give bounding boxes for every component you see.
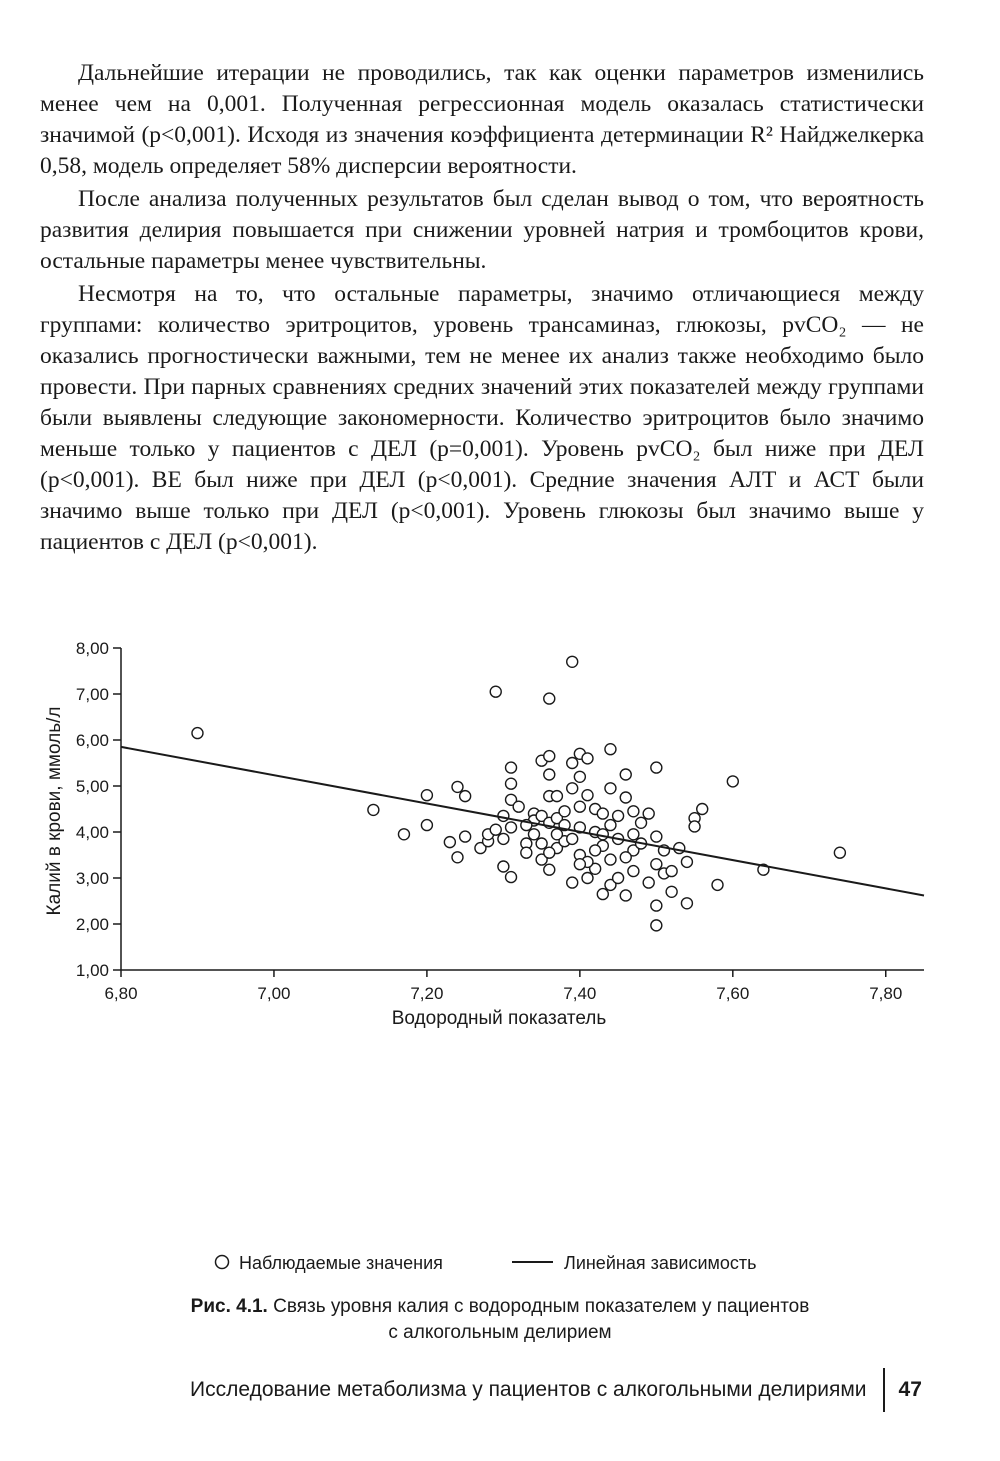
data-point	[574, 859, 585, 870]
data-point	[574, 801, 585, 812]
data-point	[452, 781, 463, 792]
y-tick-label: 3,00	[75, 869, 109, 888]
data-point	[689, 821, 700, 832]
y-tick-label: 1,00	[75, 961, 109, 980]
y-tick-label: 8,00	[75, 639, 109, 658]
data-point	[506, 872, 517, 883]
data-point	[597, 889, 608, 900]
data-point	[544, 864, 555, 875]
data-point	[620, 890, 631, 901]
x-axis-label: Водородный показатель	[391, 1008, 607, 1029]
data-point	[574, 771, 585, 782]
scatter-chart	[0, 636, 1000, 1286]
data-point	[605, 744, 616, 755]
data-point	[605, 783, 616, 794]
data-point	[551, 791, 562, 802]
data-point	[567, 833, 578, 844]
legend-observed-marker	[216, 1256, 229, 1269]
data-point	[398, 829, 409, 840]
y-ticks	[76, 639, 121, 980]
running-footer	[190, 1370, 922, 1410]
y-tick-label: 4,00	[75, 823, 109, 842]
data-point	[666, 886, 677, 897]
data-point	[544, 769, 555, 780]
data-point	[506, 762, 517, 773]
data-point	[460, 831, 471, 842]
data-point	[651, 831, 662, 842]
data-point	[368, 804, 379, 815]
data-point	[559, 806, 570, 817]
data-point	[498, 810, 509, 821]
y-tick-label: 6,00	[75, 731, 109, 750]
data-point	[636, 817, 647, 828]
data-point	[582, 873, 593, 884]
data-point	[513, 801, 524, 812]
data-point	[674, 843, 685, 854]
y-tick-label: 5,00	[75, 777, 109, 796]
data-point	[605, 820, 616, 831]
data-point	[643, 877, 654, 888]
data-point	[613, 873, 624, 884]
data-point	[651, 859, 662, 870]
data-point	[834, 847, 845, 858]
x-tick-label: 7,60	[716, 984, 750, 1003]
page-number: 47	[898, 1378, 922, 1401]
data-point	[681, 898, 692, 909]
data-point	[460, 791, 471, 802]
data-point	[620, 769, 631, 780]
caption-line-1: Связь уровня калия с водородным показателем у пациентов	[273, 1296, 810, 1317]
data-point	[544, 751, 555, 762]
footer-divider	[883, 1368, 885, 1412]
body-text	[40, 58, 924, 560]
data-point	[567, 877, 578, 888]
data-point	[567, 656, 578, 667]
data-point	[651, 900, 662, 911]
data-point	[192, 728, 203, 739]
data-point	[590, 845, 601, 856]
data-point	[643, 808, 654, 819]
x-tick-label: 6,80	[104, 984, 138, 1003]
data-point	[582, 790, 593, 801]
data-point	[506, 822, 517, 833]
running-title: Исследование метаболизма у пациентов с алкогольными делириями	[190, 1378, 867, 1401]
data-point	[613, 810, 624, 821]
data-point	[597, 808, 608, 819]
legend-fit-label: Линейная зависимость	[564, 1253, 757, 1273]
legend-observed-label: Наблюдаемые значения	[239, 1253, 443, 1273]
data-point	[681, 856, 692, 867]
data-point	[506, 778, 517, 789]
x-tick-label: 7,80	[869, 984, 903, 1003]
data-point	[421, 790, 432, 801]
data-point	[567, 783, 578, 794]
paragraph-3: Несмотря на то, что остальные параметры, значимо отличающиеся между группами: количество эритроцитов, уровень трансаминаз, глюкозы, pvCO₂ — не оказались прогностически важными, тем не менее их анализ также необходимо было провести. При парных сравнениях средних значений этих показателей между группами были выявлены следующие закономерности. Количество эритроцитов было значимо меньше только у пациентов с ДЕЛ (p=0,001). Уровень pvCO₂ был ниже при ДЕЛ (p<0,001). BE был ниже при ДЕЛ (p<0,001). Средние значения АЛТ и АСТ были значимо выше только при ДЕЛ (p<0,001). Уровень глюкозы был значимо выше у пациентов с ДЕЛ (p<0,001).	[40, 281, 924, 555]
data-point	[582, 753, 593, 764]
data-point	[567, 758, 578, 769]
data-point	[620, 852, 631, 863]
data-point	[444, 837, 455, 848]
data-point	[666, 866, 677, 877]
caption-line-2: с алкогольным делирием	[388, 1322, 612, 1343]
caption-label: Рис. 4.1.	[190, 1296, 268, 1317]
paragraph-2: После анализа полученных результатов был сделан вывод о том, что вероятность развития делирия повышается при снижении уровней натрия и тромбоцитов крови, остальные параметры менее чувствительны.	[40, 186, 924, 274]
fit-line	[121, 747, 924, 896]
data-point	[498, 833, 509, 844]
data-point	[620, 792, 631, 803]
data-point	[452, 852, 463, 863]
fit-line-group	[121, 747, 924, 896]
y-axis-label: Калий в крови, ммоль/л	[44, 706, 65, 916]
y-tick-label: 7,00	[75, 685, 109, 704]
data-point	[490, 824, 501, 835]
data-point	[536, 838, 547, 849]
data-points	[192, 656, 845, 931]
paragraph-1: Дальнейшие итерации не проводились, так как оценки параметров изменились менее чем на 0,001. Полученная регрессионная модель оказалась статистически значимой (p<0,001). Исходя из значения коэффициента детерминации R² Найджелкерка 0,58, модель определяет 58% дисперсии вероятности.	[40, 60, 924, 179]
x-tick-label: 7,20	[410, 984, 444, 1003]
x-ticks	[104, 970, 902, 1003]
data-point	[712, 879, 723, 890]
data-point	[421, 820, 432, 831]
data-point	[628, 829, 639, 840]
legend	[216, 1253, 757, 1273]
data-point	[727, 776, 738, 787]
x-tick-label: 7,00	[257, 984, 291, 1003]
data-point	[628, 806, 639, 817]
data-point	[628, 866, 639, 877]
data-point	[528, 829, 539, 840]
data-point	[544, 847, 555, 858]
data-point	[490, 686, 501, 697]
data-point	[498, 861, 509, 872]
y-tick-label: 2,00	[75, 915, 109, 934]
data-point	[651, 920, 662, 931]
x-tick-label: 7,40	[563, 984, 597, 1003]
figure-4-1	[0, 636, 1000, 1286]
data-point	[551, 829, 562, 840]
data-point	[605, 854, 616, 865]
data-point	[521, 847, 532, 858]
figure-caption	[0, 1294, 1000, 1346]
data-point	[651, 762, 662, 773]
data-point	[597, 829, 608, 840]
data-point	[697, 804, 708, 815]
data-point	[544, 693, 555, 704]
